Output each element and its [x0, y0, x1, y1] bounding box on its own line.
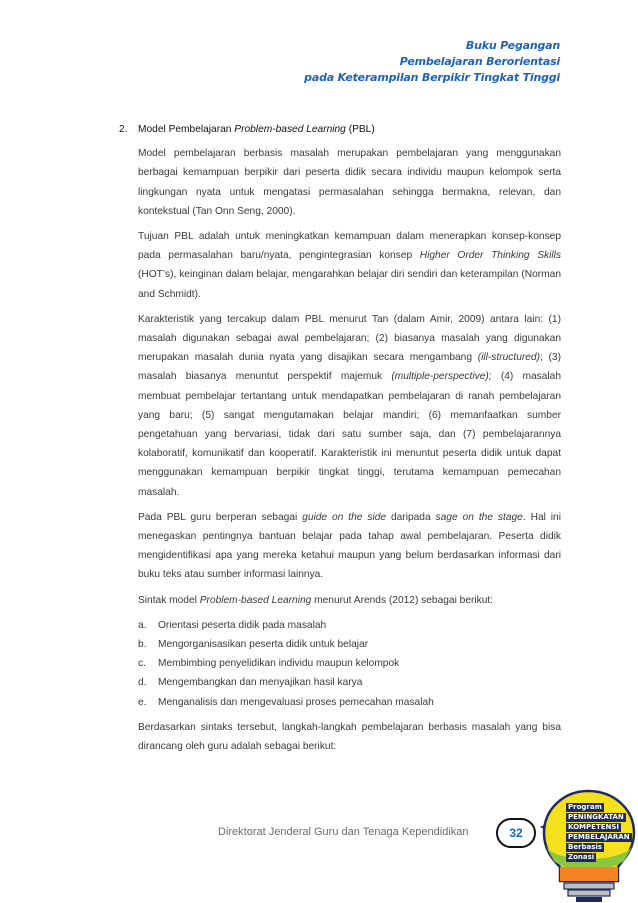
- syntax-list: [138, 616, 561, 712]
- list-item: e. Menganalisis dan mengevaluasi proses pemecahan masalah: [138, 696, 434, 708]
- list-item: a. Orientasi peserta didik pada masalah: [138, 619, 327, 631]
- list-item: c. Membimbing penyelidikan individu maupun kelompok: [138, 658, 400, 670]
- page-number: 32: [496, 818, 536, 848]
- logo-line: Berbasis: [568, 843, 603, 851]
- logo-line: PENINGKATAN: [568, 813, 624, 821]
- book-header: [304, 38, 560, 86]
- footer-text: Direktorat Jenderal Guru dan Tenaga Kependidikan: [218, 826, 469, 838]
- header-line-3: pada Keterampilan Berpikir Tingkat Tinggi: [304, 71, 560, 84]
- paragraph-characteristics: Karakteristik yang tercakup dalam PBL menurut Tan (dalam Amir, 2009) antara lain: (1) masalah digunakan sebagai awal pembelajaran; (2) biasanya masalah yang digunakan merupakan masalah dunia nyata yang disajikan secara mengambang (ill-structured); (3) masalah biasanya menuntut perspektif majemuk (multiple-perspective); (4) masalah membuat pembelajar tertantang untuk mendapatkan pembelajaran di ranah pembelajaran yang baru; (5) sangat mengutamakan belajar mandiri; (6) memanfaatkan sumber pengetahuan yang bervariasi, tidak dari satu sumber saja, dan (7) pembelajarannya kolaboratif, komunikatif dan kooperatif. Karakteristik ini menuntut peserta didik untuk dapat menggunakan kemampuan berpikir tingkat tinggi, terutama kemampuan pemecahan masalah.: [138, 313, 561, 498]
- paragraph-syntax-intro: Sintak model Problem-based Learning menurut Arends (2012) sebagai berikut:: [138, 594, 494, 606]
- paragraph-teacher-role: Pada PBL guru berperan sebagai guide on the side daripada sage on the stage. Hal ini menegaskan pentingnya bantuan belajar pada tahap awal pembelajaran. Peserta didik mengidentifikasi apa yang mereka ketahui maupun yang belum berdasarkan informasi dari buku teks atau sumber informasi lainnya.: [138, 511, 561, 581]
- header-line-1: Buku Pegangan: [465, 39, 560, 52]
- program-logo-text: [566, 803, 632, 863]
- paragraph-goals: Tujuan PBL adalah untuk meningkatkan kemampuan dalam menerapkan konsep-konsep pada permasalahan baru/nyata, pengintegrasian konsep Higher Order Thinking Skills (HOT’s), keinginan dalam belajar, mengarahkan belajar diri sendiri dan keterampilan (Norman and Schmidt).: [138, 231, 561, 300]
- logo-line: Program: [568, 803, 602, 811]
- logo-line: Zonasi: [568, 853, 595, 861]
- paragraph-definition: Model pembelajaran berbasis masalah merupakan pembelajaran yang menggunakan berbagai kemampuan berpikir dari peserta didik secara individu maupun kelompok serta lingkungan nyata untuk mengatasi permasalahan sehingga bermakna, relevan, dan kontekstual (Tan Onn Seng, 2000).: [138, 148, 561, 217]
- page-content: [119, 120, 561, 762]
- heading-italic: Problem-based Learning: [234, 124, 346, 135]
- header-line-2: Pembelajaran Berorientasi: [399, 55, 560, 68]
- paragraph-closing: Berdasarkan sintaks tersebut, langkah-langkah pembelajaran berbasis masalah yang bisa dirancang oleh guru adalah sebagai berikut:: [138, 721, 561, 753]
- heading-text: Model Pembelajaran: [138, 124, 235, 135]
- heading-suffix: (PBL): [345, 124, 375, 135]
- logo-line: PEMBELAJARAN: [568, 833, 630, 841]
- logo-line: KOMPETENSI: [568, 823, 619, 831]
- section-number: 2.: [119, 124, 128, 135]
- section-heading: [119, 120, 561, 139]
- list-item: d. Mengembangkan dan menyajikan hasil karya: [138, 677, 363, 689]
- list-item: b. Mengorganisasikan peserta didik untuk belajar: [138, 639, 369, 651]
